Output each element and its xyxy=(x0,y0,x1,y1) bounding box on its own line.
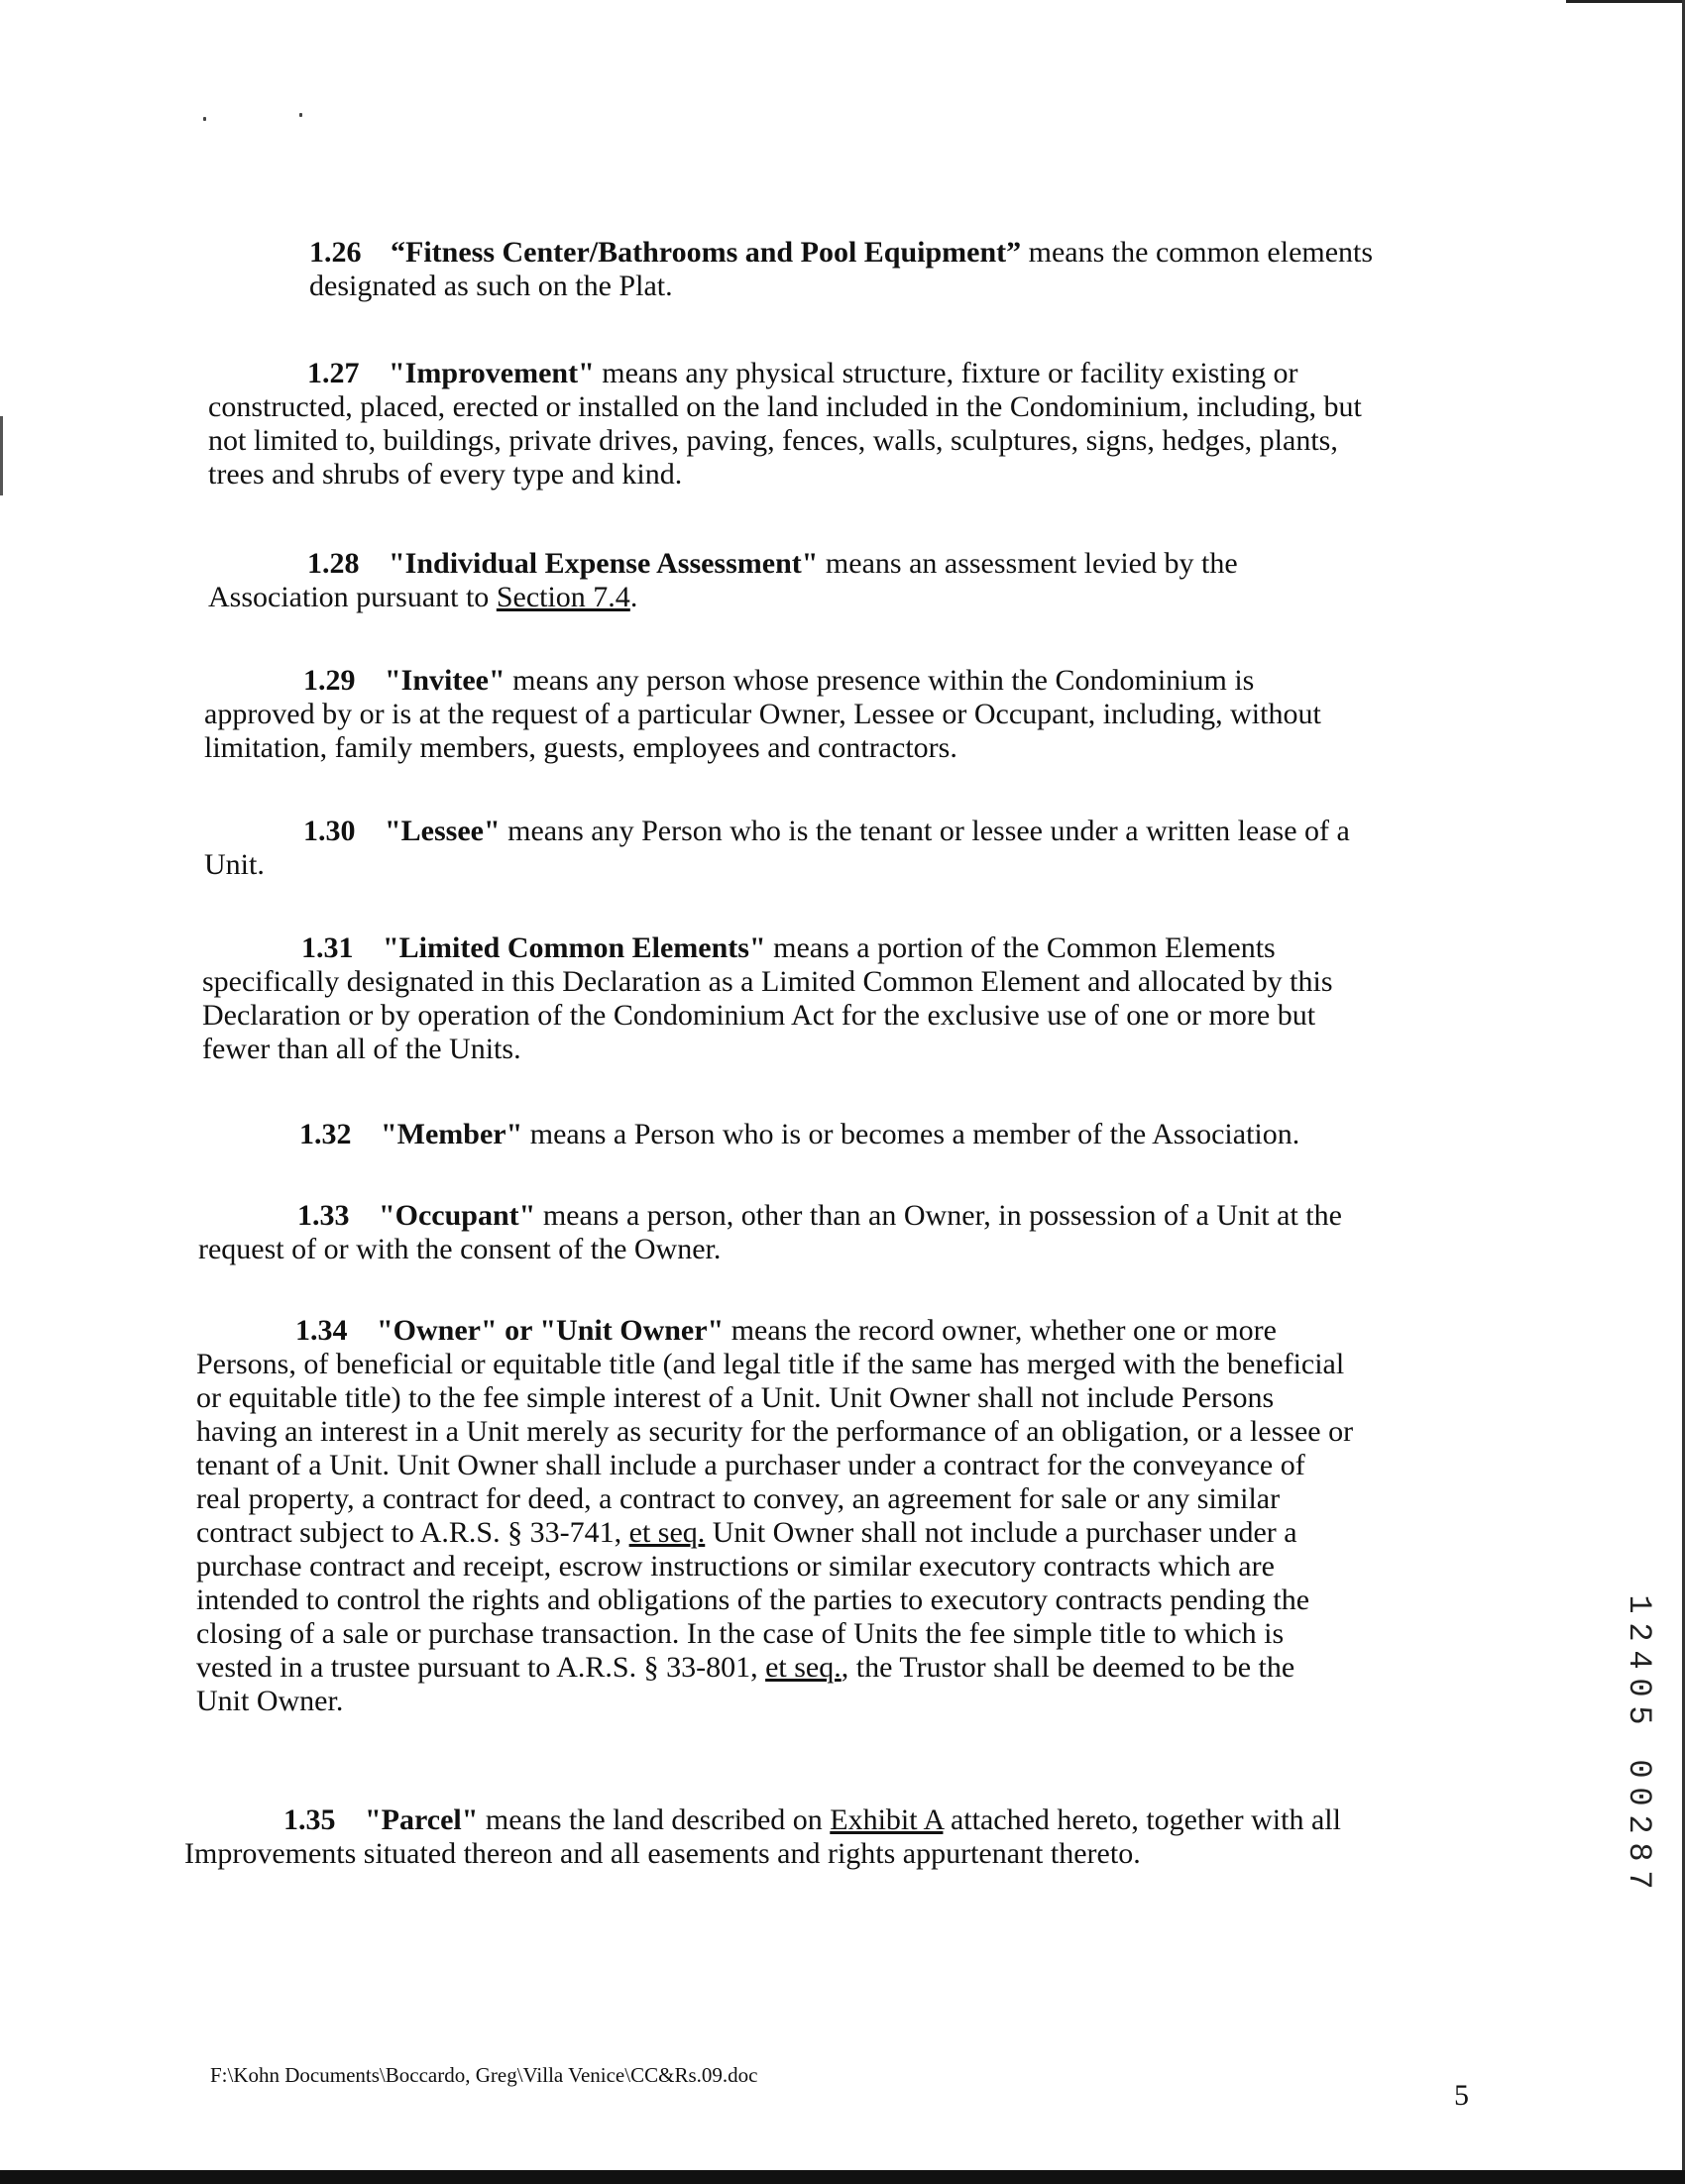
paragraph-line: designated as such on the Plat. xyxy=(309,270,673,302)
paragraph-1-35 xyxy=(184,1803,1479,1871)
paragraph-1-34 xyxy=(196,1314,1485,1718)
paragraph-line: contract subject to A.R.S. § 33-741, et seq. Unit Owner shall not include a purchaser under a xyxy=(196,1516,1297,1549)
paragraph-line: "Member" means a Person who is or becomes a member of the Association. xyxy=(381,1118,1300,1150)
paragraph-line: trees and shrubs of every type and kind. xyxy=(208,458,683,491)
paragraph-line: constructed, placed, erected or installed on the land included in the Condominium, including, but xyxy=(208,390,1362,423)
paragraph-1-32 xyxy=(202,1118,1495,1151)
paragraph-line: closing of a sale or purchase transaction. In the case of Units the fee simple title to which is xyxy=(196,1617,1285,1650)
paragraph-line: intended to control the rights and obligations of the parties to executory contracts pending the xyxy=(196,1583,1310,1616)
paragraph-1-29 xyxy=(204,664,1497,765)
paragraph-line: real property, a contract for deed, a contract to convey, an agreement for sale or any similar xyxy=(196,1482,1281,1515)
scan-speck xyxy=(203,117,206,121)
section-number: 1.34 xyxy=(295,1314,348,1347)
paragraph-line: "Individual Expense Assessment" means an assessment levied by the xyxy=(389,547,1238,580)
paragraph-line: fewer than all of the Units. xyxy=(202,1033,521,1065)
paragraph-line: Persons, of beneficial or equitable title (and legal title if the same has merged with the beneficial xyxy=(196,1348,1345,1380)
paragraph-line: specifically designated in this Declaration as a Limited Common Element and allocated by this xyxy=(202,965,1333,998)
section-number: 1.31 xyxy=(301,931,354,964)
paragraph-1-26 xyxy=(309,236,1499,303)
paragraph-line: “Fitness Center/Bathrooms and Pool Equipment” means the common elements xyxy=(391,236,1374,269)
recording-stamp xyxy=(1621,1590,1657,1894)
paragraph-line: purchase contract and receipt, escrow instructions or similar executory contracts which are xyxy=(196,1550,1275,1583)
section-number: 1.26 xyxy=(309,236,362,269)
section-number: 1.28 xyxy=(307,547,360,580)
paragraph-1-27 xyxy=(208,357,1499,491)
paragraph-1-30 xyxy=(204,815,1497,882)
section-number: 1.30 xyxy=(303,815,356,847)
section-number: 1.27 xyxy=(307,357,360,389)
section-number: 1.33 xyxy=(297,1199,350,1232)
paragraph-line: tenant of a Unit. Unit Owner shall include a purchaser under a contract for the conveyance of xyxy=(196,1449,1305,1481)
paragraph-line: vested in a trustee pursuant to A.R.S. § 33-801, et seq., the Trustor shall be deemed to be the xyxy=(196,1651,1295,1684)
scan-edge-left xyxy=(0,416,3,495)
paragraph-line: "Owner" or "Unit Owner" means the record owner, whether one or more xyxy=(377,1314,1277,1347)
paragraph-line: having an interest in a Unit merely as security for the performance of an obligation, or a lessee or xyxy=(196,1415,1354,1448)
paragraph-line: "Occupant" means a person, other than an Owner, in possession of a Unit at the xyxy=(379,1199,1342,1232)
paragraph-line: Association pursuant to Section 7.4. xyxy=(208,581,638,613)
paragraph-line: "Improvement" means any physical structure, fixture or facility existing or xyxy=(389,357,1298,389)
paragraph-line: approved by or is at the request of a particular Owner, Lessee or Occupant, including, without xyxy=(204,698,1321,730)
paragraph-line: "Parcel" means the land described on Exhibit A attached hereto, together with all xyxy=(365,1803,1341,1836)
paragraph-1-28 xyxy=(208,547,1499,614)
scan-speck xyxy=(299,113,302,117)
paragraph-line: Improvements situated thereon and all easements and rights appurtenant thereto. xyxy=(184,1837,1141,1870)
recording-stamp-digits: 1 2 4 0 5 0 0 2 8 7 xyxy=(1621,1594,1657,1890)
section-number: 1.35 xyxy=(283,1803,336,1836)
section-number: 1.29 xyxy=(303,664,356,697)
section-number: 1.32 xyxy=(299,1118,352,1150)
paragraph-line: Declaration or by operation of the Condominium Act for the exclusive use of one or more but xyxy=(202,999,1316,1032)
paragraph-1-33 xyxy=(198,1199,1491,1266)
paragraph-line: or equitable title) to the fee simple interest of a Unit. Unit Owner shall not include Persons xyxy=(196,1381,1275,1414)
paragraph-line: "Invitee" means any person whose presence within the Condominium is xyxy=(385,664,1255,697)
footer-file-path: F:\Kohn Documents\Boccardo, Greg\Villa Venice\CC&Rs.09.doc xyxy=(210,2063,758,2087)
paragraph-line: Unit Owner. xyxy=(196,1685,344,1717)
scan-edge-bottom xyxy=(0,2170,1685,2184)
paragraph-1-31 xyxy=(202,931,1495,1066)
paragraph-line: "Lessee" means any Person who is the tenant or lessee under a written lease of a xyxy=(385,815,1350,847)
paragraph-line: "Limited Common Elements" means a portion of the Common Elements xyxy=(383,931,1276,964)
paragraph-line: not limited to, buildings, private drives, paving, fences, walls, sculptures, signs, hedges, plants, xyxy=(208,424,1338,457)
page-number: 5 xyxy=(1454,2079,1469,2112)
paragraph-line: request of or with the consent of the Owner. xyxy=(198,1233,722,1265)
paragraph-line: Unit. xyxy=(204,848,265,881)
paragraph-line: limitation, family members, guests, employees and contractors. xyxy=(204,731,957,764)
scan-edge-top xyxy=(1566,0,1685,3)
